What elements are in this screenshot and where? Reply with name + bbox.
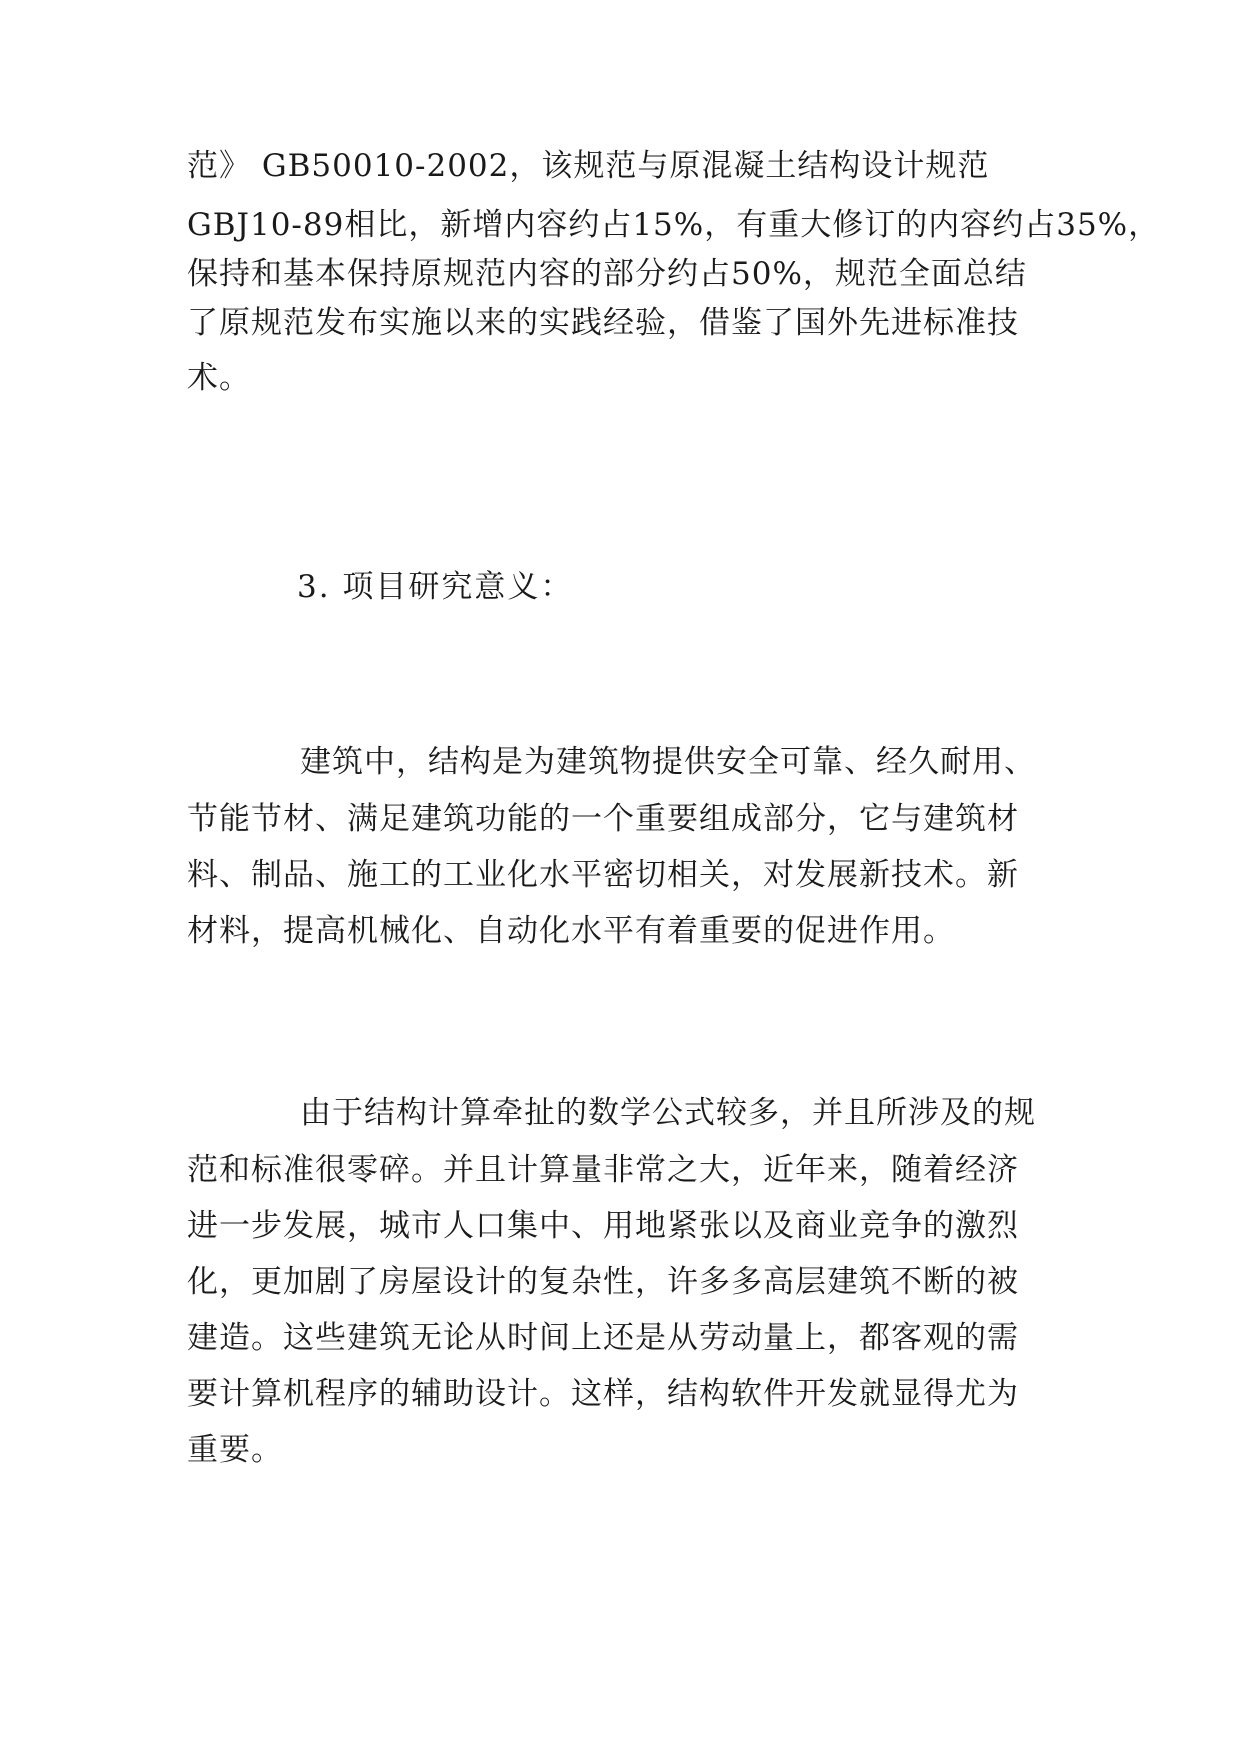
paragraph-3-line-5: 建造。这些建筑无论从时间上还是从劳动量上，都客观的需	[187, 1320, 1019, 1356]
paragraph-3-line-6: 要计算机程序的辅助设计。这样，结构软件开发就显得尤为	[187, 1376, 1019, 1412]
paragraph-1-line-5: 术。	[187, 360, 251, 396]
paragraph-2-line-3: 料、制品、施工的工业化水平密切相关，对发展新技术。新	[187, 857, 1019, 893]
paragraph-3-line-7: 重要。	[187, 1432, 283, 1468]
paragraph-1-line-2: GBJ10-89相比，新增内容约占15%，有重大修订的内容约占35%，	[187, 207, 1161, 243]
paragraph-2-line-2: 节能节材、满足建筑功能的一个重要组成部分，它与建筑材	[187, 801, 1019, 837]
paragraph-3-line-4: 化，更加剧了房屋设计的复杂性，许多多高层建筑不断的被	[187, 1264, 1019, 1300]
paragraph-1-line-4: 了原规范发布实施以来的实践经验，借鉴了国外先进标准技	[187, 305, 1019, 341]
paragraph-2-line-1: 建筑中，结构是为建筑物提供安全可靠、经久耐用、	[300, 744, 1036, 780]
paragraph-2-line-4: 材料，提高机械化、自动化水平有着重要的促进作用。	[187, 913, 955, 949]
paragraph-3-line-1: 由于结构计算牵扯的数学公式较多，并且所涉及的规	[300, 1095, 1036, 1131]
paragraph-1-line-1: 范》 GB50010-2002，该规范与原混凝土结构设计规范	[187, 148, 990, 184]
paragraph-3-line-3: 进一步发展，城市人口集中、用地紧张以及商业竞争的激烈	[187, 1208, 1019, 1244]
paragraph-3-line-2: 范和标准很零碎。并且计算量非常之大，近年来，随着经济	[187, 1152, 1019, 1188]
paragraph-1-line-3: 保持和基本保持原规范内容的部分约占50%，规范全面总结	[187, 256, 1027, 292]
section-heading: 3. 项目研究意义：	[297, 569, 574, 605]
